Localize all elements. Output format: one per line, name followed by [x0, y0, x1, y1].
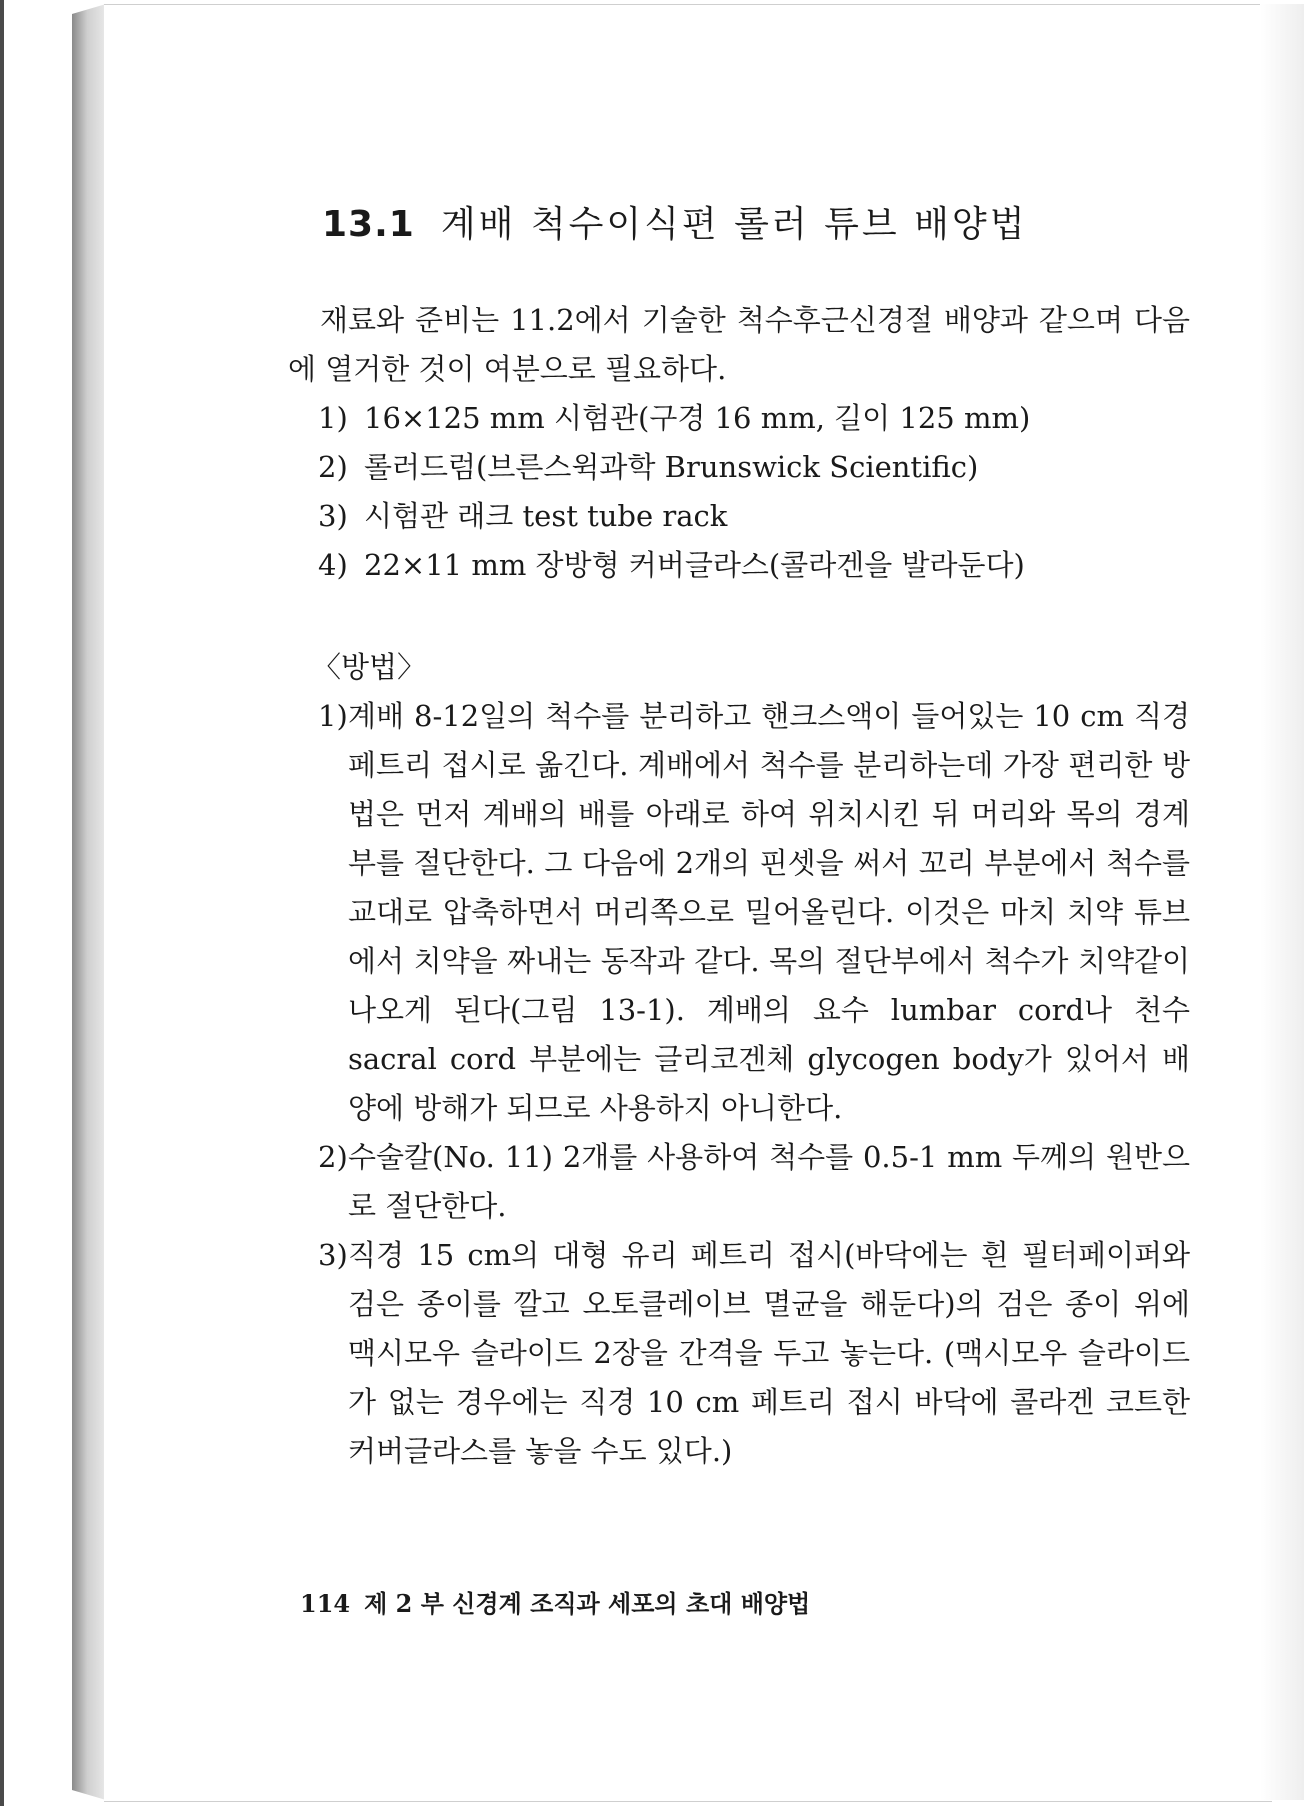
- method-steps: [318, 692, 1190, 1476]
- list-item: [318, 443, 1218, 492]
- list-item-number: 1): [318, 401, 348, 435]
- materials-list: [318, 394, 1218, 590]
- section-title-text: 계배 척수이식편 롤러 튜브 배양법: [440, 204, 1028, 245]
- list-item-text: 16×125 mm 시험관(구경 16 mm, 길이 125 mm): [364, 401, 1031, 435]
- running-title: 제 2 부 신경계 조직과 세포의 초대 배양법: [364, 1589, 811, 1618]
- book-spine: [72, 4, 106, 1800]
- step-text: 계배 8-12일의 척수를 분리하고 핸크스액이 들어있는 10 cm 직경 페트리 접시로 옮긴다. 계배에서 척수를 분리하는데 가장 편리한 방법은 먼저 계배의 배를 아래로 하여 위치시킨 뒤 머리와 목의 경계부를 절단한다. 그 다음에 2개의 핀셋을 써서 꼬리 부분에서 척수를 교대로 압축하면서 머리쪽으로 밀어올린다. 이것은 마치 치약 튜브에서 치약을 짜내는 동작과 같다. 목의 절단부에서 척수가 치약같이 나오게 된다(그림 13-1). 계배의 요수 lumbar cord나 천수 sacral cord 부분에는 글리코겐체 glycogen body가 있어서 배양에 방해가 되므로 사용하지 아니한다.: [348, 699, 1190, 1125]
- step-item: [318, 692, 1190, 1133]
- page-footer: [300, 1584, 810, 1619]
- list-item-number: 2): [318, 450, 348, 484]
- step-text: 직경 15 cm의 대형 유리 페트리 접시(바닥에는 흰 필터페이퍼와 검은 종이를 깔고 오토클레이브 멸균을 해둔다)의 검은 종이 위에 맥시모우 슬라이드 2장을 간격을 두고 놓는다. (맥시모우 슬라이드가 없는 경우에는 직경 10 cm 페트리 접시 바닥에 콜라겐 코트한 커버글라스를 놓을 수도 있다.): [348, 1238, 1190, 1468]
- list-item: [318, 492, 1218, 541]
- list-item-text: 롤러드럼(브른스윅과학 Brunswick Scientific): [364, 450, 979, 484]
- list-item: [318, 394, 1218, 443]
- step-text: 수술칼(No. 11) 2개를 사용하여 척수를 0.5-1 mm 두께의 원반으로 절단한다.: [348, 1140, 1190, 1223]
- section-title: [322, 196, 1027, 247]
- step-number: 1): [318, 699, 348, 733]
- list-item-number: 4): [318, 548, 348, 582]
- step-item: [318, 1133, 1190, 1231]
- list-item: [318, 541, 1218, 590]
- page-number: 114: [300, 1589, 351, 1618]
- method-heading: 〈방법〉: [312, 650, 427, 684]
- section-number: 13.1: [322, 204, 415, 245]
- page-edge: [1260, 4, 1304, 1800]
- step-item: [318, 1231, 1190, 1476]
- list-item-text: 시험관 래크 test tube rack: [364, 499, 728, 533]
- intro-paragraph: 재료와 준비는 11.2에서 기술한 척수후근신경절 배양과 같으며 다음에 열거한 것이 여분으로 필요하다.: [288, 303, 1190, 386]
- step-number: 2): [318, 1140, 348, 1174]
- list-item-text: 22×11 mm 장방형 커버글라스(콜라겐을 발라둔다): [364, 548, 1025, 582]
- list-item-number: 3): [318, 499, 348, 533]
- step-number: 3): [318, 1238, 348, 1272]
- scan-border: [0, 0, 4, 1806]
